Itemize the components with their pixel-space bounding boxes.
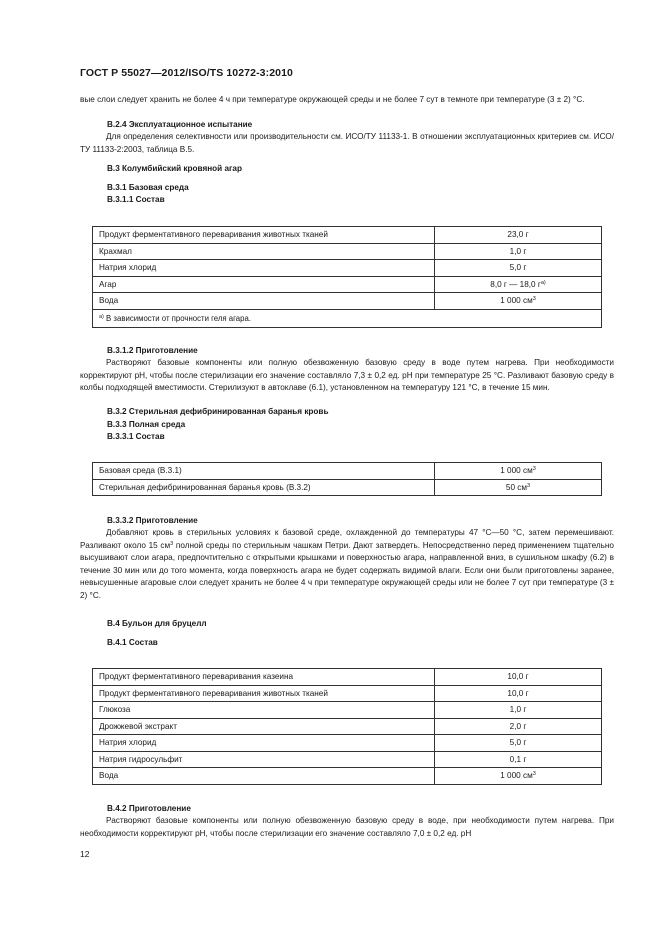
component-value: 10,0 г [435,685,602,702]
component-name: Вода [93,768,435,785]
heading-b42: В.4.2 Приготовление [107,804,191,813]
component-name: Продукт ферментативного переваривания животных тканей [93,227,435,244]
table-row [93,669,602,686]
heading-b312: В.3.1.2 Приготовление [107,346,198,355]
table-row [93,702,602,719]
component-value: 1 000 $см^3$ [435,463,602,480]
component-name: Агар [93,276,435,293]
heading-b32: В.3.2 Стерильная дефибринированная баранья кровь [107,407,329,416]
paragraph-b332: Добавляют кровь в стерильных условиях к базовой среде, охлажденной до температуры 47 °С—50 °С, затем перемешивают. Разливают около 15 $см^3$ полной среды по стерильным чашкам Петри. Дают затвердеть. Непосредственно перед применением тщательно высушивают слои агара, предпочтительно с открытыми крышками и поверхностью агара, направленной вниз, в сушильном шкафу (6.2) в течение 30 мин или до того момента, когда поверхность агара не будет содержать видимой влаги. Если они были приготовлены заранее, невысушенные агаровые слои следует хранить не более 4 ч при температуре окружающей среды или не более 7 сут при температуре (3 ± 2) °С. [80,528,614,600]
page-number: 12 [80,849,90,859]
table-row [93,260,602,277]
table-row [93,718,602,735]
component-value: 10,0 г [435,669,602,686]
component-value: 2,0 г [435,718,602,735]
composition-table-2 [92,462,602,496]
heading-b331: В.3.3.1 Состав [107,432,165,441]
table-row [93,293,602,310]
component-name: Базовая среда (В.3.1) [93,463,435,480]
heading-b41: В.4.1 Состав [107,638,158,647]
table-row [93,276,602,293]
component-name: Продукт ферментативного переваривания казеина [93,669,435,686]
heading-b311: В.3.1.1 Состав [107,195,165,204]
table-row [93,243,602,260]
paragraph-b312: Растворяют базовые компоненты или полную обезвоженную базовую среду в воде путем нагрева. При необходимости корректируют pH, чтобы после стерилизации его значение составляло 7,3 ± 0,2 ед. pH при температуре 25 °С. Разливают базовую среду в колбы подходящей вместимости. Стерилизуют в автоклаве (6.1), установленном на температуру 121 °С, в течение 15 мин. [80,358,614,393]
component-value: 5,0 г [435,260,602,277]
table-row [93,685,602,702]
table-row [93,735,602,752]
heading-b33: В.3.3 Полная среда [107,420,186,429]
component-value: 50 $см^3$ [435,479,602,496]
component-value: 0,1 г [435,751,602,768]
table-row [93,751,602,768]
paragraph-b42: Растворяют базовые компоненты или полную обезвоженную базовую среду в воде, при необходимости путем нагрева. При необходимости корректируют pH, чтобы после стерилизации его значение составляло 7,0 ± 0,2 ед. pH [80,816,614,838]
component-name: Крахмал [93,243,435,260]
paragraph-b24: Для определения селективности или производительности см. ИСО/ТУ 11133-1. В отношении эксплуатационных критериев см. ИСО/ТУ 11133-2:2003, таблица В.5. [80,132,614,154]
component-value: 5,0 г [435,735,602,752]
component-value: 23,0 г [435,227,602,244]
component-value: 1,0 г [435,243,602,260]
component-name: Продукт ферментативного переваривания животных тканей [93,685,435,702]
component-value: 8,0 г — 18,0 $г^{а)}$ [435,276,602,293]
heading-b4: В.4 Бульон для бруцелл [107,619,207,628]
heading-b332: В.3.3.2 Приготовление [107,516,198,525]
heading-b24: В.2.4 Эксплуатационное испытание [107,120,253,129]
component-name: Дрожжевой экстракт [93,718,435,735]
document-header: ГОСТ Р 55027—2012/ISO/TS 10272-3:2010 [80,67,293,79]
composition-table-3 [92,668,602,785]
heading-b31: В.3.1 Базовая среда [107,183,189,192]
component-value: 1 000 $см^3$ [435,293,602,310]
table-footnote: $^{а)}$ В зависимости от прочности геля агара. [93,309,602,327]
component-name: Вода [93,293,435,310]
table-row [93,463,602,480]
component-value: 1 000 $см^3$ [435,768,602,785]
table-footnote-row [93,309,602,327]
component-name: Натрия гидросульфит [93,751,435,768]
paragraph-continued: вые слои следует хранить не более 4 ч при температуре окружающей среды и не более 7 сут в темноте при температуре (3 ± 2) °С. [80,95,585,104]
component-name: Натрия хлорид [93,735,435,752]
component-name: Глюкоза [93,702,435,719]
table-row [93,227,602,244]
table-row [93,768,602,785]
composition-table-1 [92,226,602,328]
component-name: Стерильная дефибринированная баранья кровь (В.3.2) [93,479,435,496]
table-row [93,479,602,496]
component-name: Натрия хлорид [93,260,435,277]
heading-b3: В.3 Колумбийский кровяной агар [107,164,242,173]
component-value: 1,0 г [435,702,602,719]
